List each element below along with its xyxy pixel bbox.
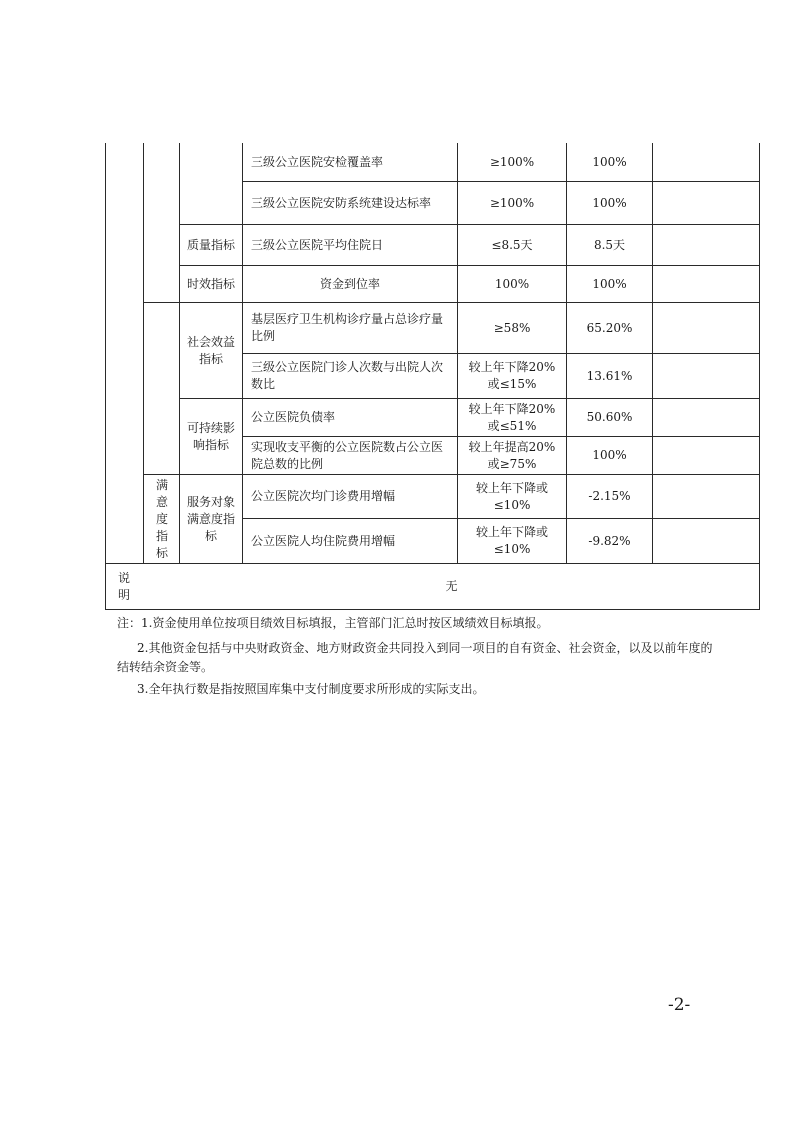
performance-indicator-table <box>105 143 760 610</box>
category-cell: 质量指标 <box>187 237 236 252</box>
actual-cell: 8.5天 <box>593 237 626 252</box>
group-social-benefit: 社会效益指标 <box>187 334 236 366</box>
actual-cell: 100% <box>592 448 627 462</box>
note-2: 2.其他资金包括与中央财政资金、地方财政资金共同投入到同一项目的自有资金、社会资金，以及以前年度的 <box>137 641 713 655</box>
target-cell: ≥100% <box>489 195 535 210</box>
group-satisfaction: 满意度指标 <box>155 477 168 560</box>
target-cell: 较上年下降或≤10% <box>475 525 548 556</box>
indicator-cell: 三级公立医院安检覆盖率 <box>251 154 384 169</box>
actual-cell: 100% <box>592 276 627 291</box>
target-cell: 较上年下降20%或≤15% <box>468 360 556 391</box>
actual-cell: 13.61% <box>586 368 633 383</box>
note-2-cont: 结转结余资金等。 <box>117 660 214 674</box>
indicator-cell: 三级公立医院门诊人次数与出院人次数比 <box>251 360 444 391</box>
indicator-cell: 三级公立医院安防系统建设达标率 <box>251 195 432 210</box>
target-cell: 较上年提高20%或≥75% <box>468 439 556 471</box>
page-number: -2- <box>668 995 691 1015</box>
indicator-cell: 实现收支平衡的公立医院数占公立医院总数的比例 <box>251 439 444 471</box>
rule <box>105 143 106 610</box>
indicator-cell: 公立医院负债率 <box>251 410 336 424</box>
target-cell: ≥100% <box>489 154 535 169</box>
rule <box>105 609 760 610</box>
target-cell: ≤8.5天 <box>491 237 533 252</box>
rule <box>179 143 180 563</box>
indicator-cell: 公立医院人均住院费用增幅 <box>251 533 396 548</box>
target-cell: 较上年下降或≤10% <box>475 480 548 512</box>
indicator-cell: 基层医疗卫生机构诊疗量占总诊疗量比例 <box>251 312 444 343</box>
indicator-cell: 公立医院次均门诊费用增幅 <box>251 489 396 503</box>
explain-label: 说明 <box>117 570 130 602</box>
actual-cell: 50.60% <box>586 410 633 424</box>
indicator-cell: 三级公立医院平均住院日 <box>251 237 384 252</box>
indicator-cell: 资金到位率 <box>319 276 380 291</box>
target-cell: 100% <box>494 276 530 291</box>
category-cell: 时效指标 <box>187 276 236 291</box>
actual-cell: -9.82% <box>588 533 631 548</box>
target-cell: 较上年下降20%或≤51% <box>468 401 556 433</box>
rule <box>652 143 653 563</box>
target-cell: ≥58% <box>493 320 531 335</box>
group-satisfaction-service: 服务对象满意度指标 <box>187 494 236 543</box>
note-1: 注：1.资金使用单位按项目绩效目标填报，主管部门汇总时按区域绩效目标填报。 <box>117 616 549 630</box>
rule <box>759 143 760 610</box>
actual-cell: 65.20% <box>586 320 633 335</box>
actual-cell: 100% <box>592 195 627 210</box>
explain-value: 无 <box>445 579 458 593</box>
note-3: 3.全年执行数是指按照国库集中支付制度要求所形成的实际支出。 <box>137 682 485 696</box>
actual-cell: 100% <box>592 154 627 169</box>
actual-cell: -2.15% <box>588 489 631 503</box>
rule <box>143 143 144 563</box>
group-sustainability: 可持续影响指标 <box>187 420 236 452</box>
